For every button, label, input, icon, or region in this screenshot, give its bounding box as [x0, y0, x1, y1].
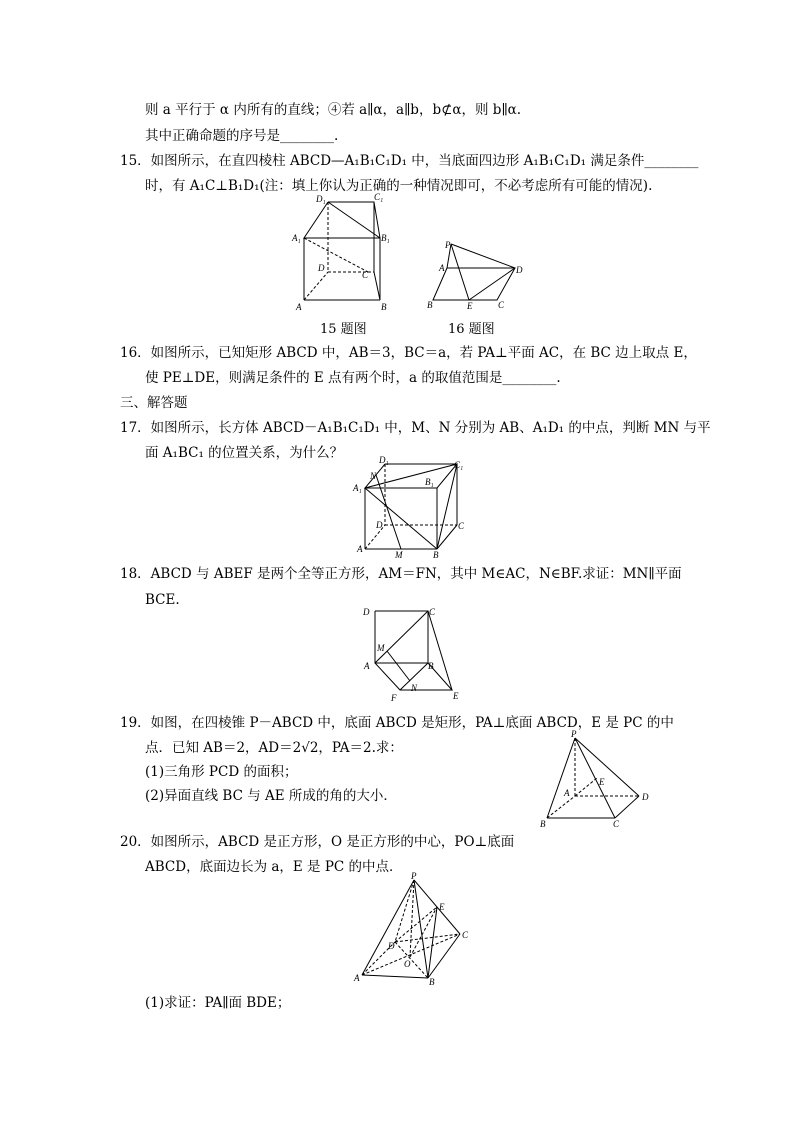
label-C: C — [362, 270, 369, 280]
question-19-part-1: (1)三角形 PCD 的面积； — [145, 764, 298, 780]
label-P: P — [411, 871, 417, 881]
label-E: E — [467, 301, 473, 311]
figure-19-pyramid — [535, 730, 660, 830]
label-P: P — [445, 240, 451, 250]
label-C: C — [498, 300, 505, 310]
question-15-line-1: 15．如图所示，在直四棱柱 ABCD—A₁B₁C₁D₁ 中，当底面四边形 A₁B₁C₁D₁ 满足条件________ — [120, 153, 699, 169]
caption-figure-15: 15 题图 — [320, 322, 367, 337]
label-B: B — [427, 300, 433, 310]
label-A: A — [439, 263, 445, 273]
question-18-line-1: 18．ABCD 与 ABEF 是两个全等正方形，AM＝FN，其中 M∈AC，N∈BF.求证：MN∥平面 — [120, 566, 682, 582]
label-B: B — [433, 550, 439, 560]
label-E: E — [599, 777, 605, 787]
label-B1: B₁ — [381, 233, 390, 243]
label-D: D — [388, 941, 395, 951]
text-line-2: 其中正确命题的序号是________. — [145, 128, 339, 144]
question-17-line-1: 17．如图所示，长方体 ABCD－A₁B₁C₁D₁ 中，M、N 分别为 AB、A₁D₁ 的中点，判断 MN 与平 — [120, 420, 711, 436]
label-A: A — [354, 973, 360, 983]
question-20-line-2: ABCD，底面边长为 a，E 是 PC 的中点． — [145, 859, 403, 875]
section-3-heading: 三、解答题 — [120, 395, 188, 411]
question-16-line-2: 使 PE⊥DE，则满足条件的 E 点有两个时，a 的取值范围是________. — [145, 370, 561, 386]
question-18-line-2: BCE. — [145, 592, 180, 608]
label-C: C — [458, 521, 465, 531]
label-N: N — [411, 683, 418, 693]
question-16-line-1: 16．如图所示，已知矩形 ABCD 中，AB＝3，BC＝a，若 PA⊥平面 AC，在 BC 边上取点 E， — [120, 345, 697, 361]
figure-20-pyramid — [350, 872, 475, 987]
label-M: M — [377, 643, 385, 653]
label-D1: D₁ — [379, 455, 389, 465]
figure-18-squares — [360, 603, 465, 703]
question-19-part-2: (2)异面直线 BC 与 AE 所成的角的大小． — [145, 788, 397, 804]
question-17-line-2: 面 A₁BC₁ 的位置关系，为什么？ — [145, 445, 344, 461]
label-P: P — [571, 729, 577, 739]
label-C1: C₁ — [374, 192, 384, 202]
label-A1: A₁ — [292, 233, 301, 243]
question-20-part-1: (1)求证：PA∥面 BDE； — [145, 995, 291, 1011]
label-B: B — [428, 661, 434, 671]
figure-15-prism — [290, 190, 400, 315]
label-C: C — [462, 930, 469, 940]
figure-17-cuboid — [345, 455, 470, 560]
label-D: D — [516, 265, 523, 275]
label-M: M — [395, 550, 403, 560]
label-E: E — [453, 691, 459, 701]
label-A: A — [564, 788, 570, 798]
label-D: D — [363, 607, 370, 617]
label-N: N — [370, 471, 377, 481]
label-A: A — [364, 661, 370, 671]
caption-figure-16: 16 题图 — [448, 322, 495, 337]
label-B1: B₁ — [425, 477, 434, 487]
label-B: B — [381, 302, 387, 312]
label-A: A — [296, 302, 302, 312]
question-20-line-1: 20．如图所示，ABCD 是正方形，O 是正方形的中心，PO⊥底面 — [120, 834, 515, 850]
question-15-line-2: 时，有 A₁C⊥B₁D₁(注：填上你认为正确的一种情况即可，不必考虑所有可能的情况). — [145, 178, 653, 194]
label-C: C — [429, 607, 436, 617]
label-A1: A₁ — [353, 483, 362, 493]
label-B: B — [540, 819, 546, 829]
label-O: O — [404, 959, 411, 969]
text-line-1: 则 a 平行于 α 内所有的直线；④若 a∥α，a∥b，b⊄α，则 b∥α. — [145, 102, 522, 118]
label-D: D — [318, 263, 325, 273]
label-D1: D₁ — [316, 194, 326, 204]
label-D: D — [642, 792, 649, 802]
label-E: E — [439, 902, 445, 912]
label-B: B — [429, 977, 435, 987]
question-19-line-2: 点．已知 AB＝2，AD＝2√2，PA＝2.求： — [145, 740, 403, 756]
figure-16-rectangle — [425, 238, 530, 313]
label-D: D — [376, 520, 383, 530]
label-C1: C₁ — [454, 460, 464, 470]
label-F: F — [391, 693, 397, 703]
label-A: A — [357, 544, 363, 554]
label-C: C — [613, 819, 620, 829]
question-19-line-1: 19．如图，在四棱锥 P－ABCD 中，底面 ABCD 是矩形，PA⊥底面 ABCD，E 是 PC 的中 — [120, 715, 674, 731]
